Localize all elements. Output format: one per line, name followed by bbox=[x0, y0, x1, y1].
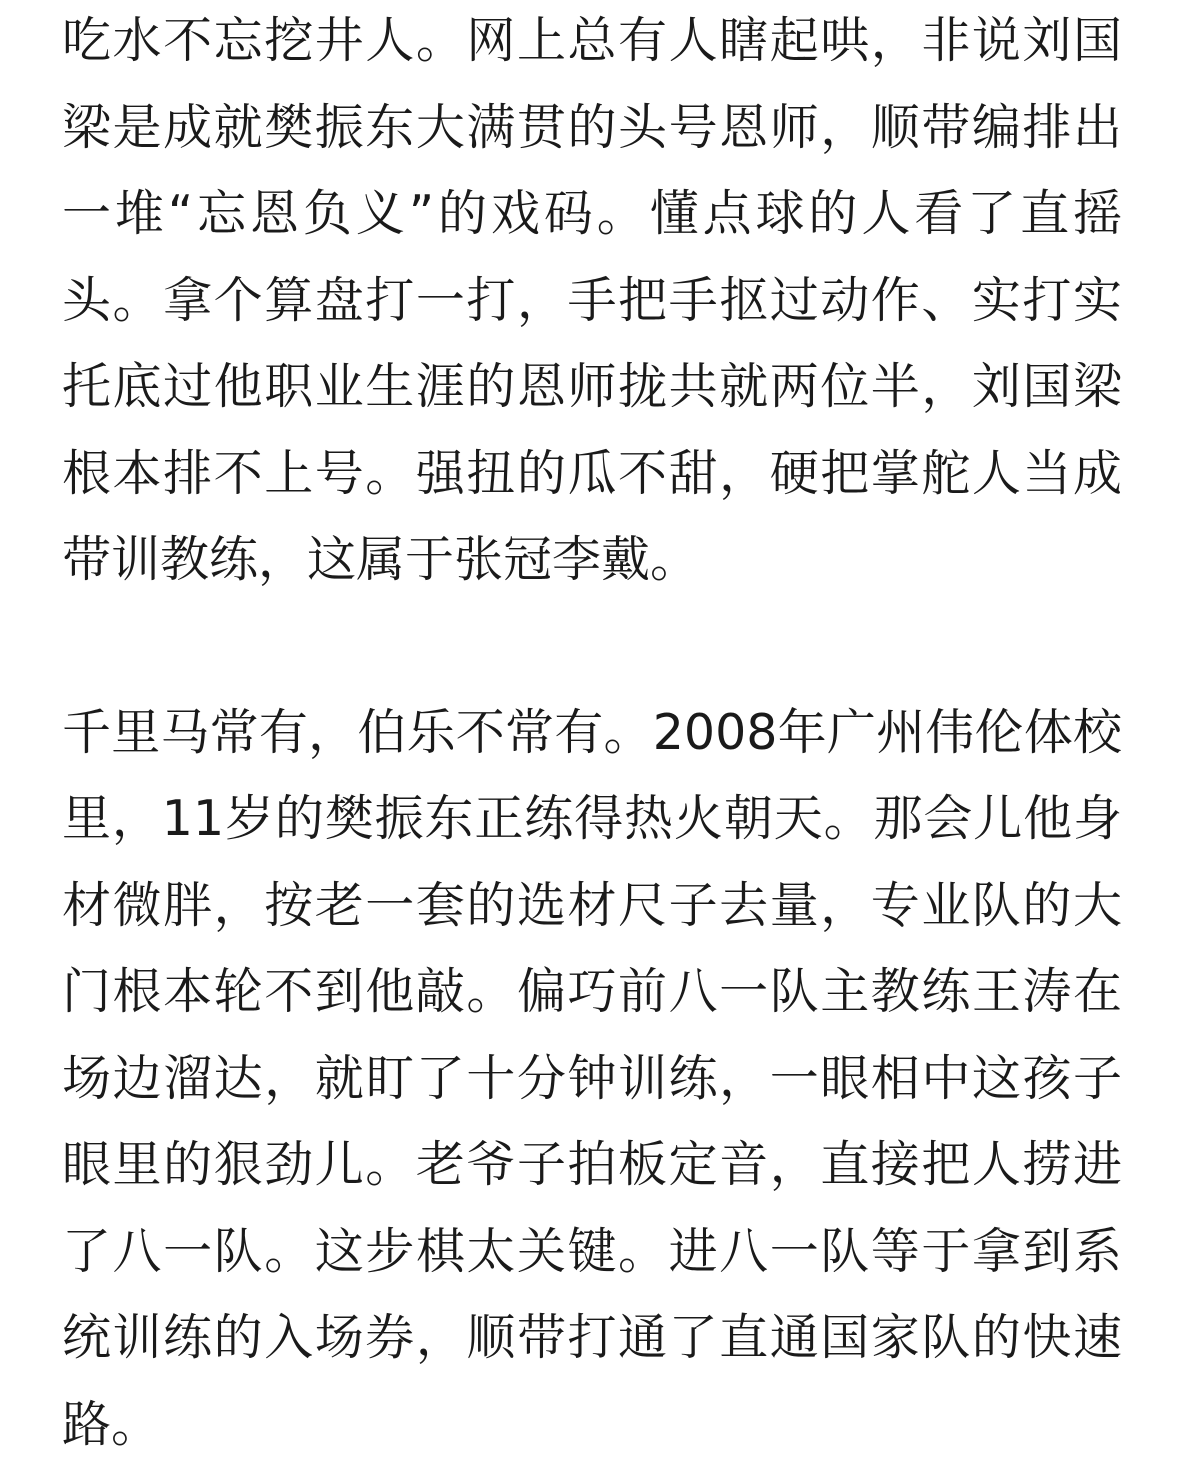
article-body bbox=[62, 0, 1122, 1468]
paragraph-2: 千里马常有，伯乐不常有。2008年广州伟伦体校里，11岁的樊振东正练得热火朝天。那会儿他身材微胖，按老一套的选材尺子去量，专业队的大门根本轮不到他敲。偏巧前八一队主教练王涛在场边溜达，就盯了十分钟训练，一眼相中这孩子眼里的狠劲儿。老爷子拍板定音，直接把人捞进了八一队。这步棋太关键。进八一队等于拿到系统训练的入场券，顺带打通了直通国家队的快速路。 bbox=[62, 690, 1122, 1468]
paragraph-1: 吃水不忘挖井人。网上总有人瞎起哄，非说刘国梁是成就樊振东大满贯的头号恩师，顺带编排出一堆“忘恩负义”的戏码。懂点球的人看了直摇头。拿个算盘打一打，手把手抠过动作、实打实托底过他职业生涯的恩师拢共就两位半，刘国梁根本排不上号。强扭的瓜不甜，硬把掌舵人当成带训教练，这属于张冠李戴。 bbox=[62, 0, 1122, 604]
